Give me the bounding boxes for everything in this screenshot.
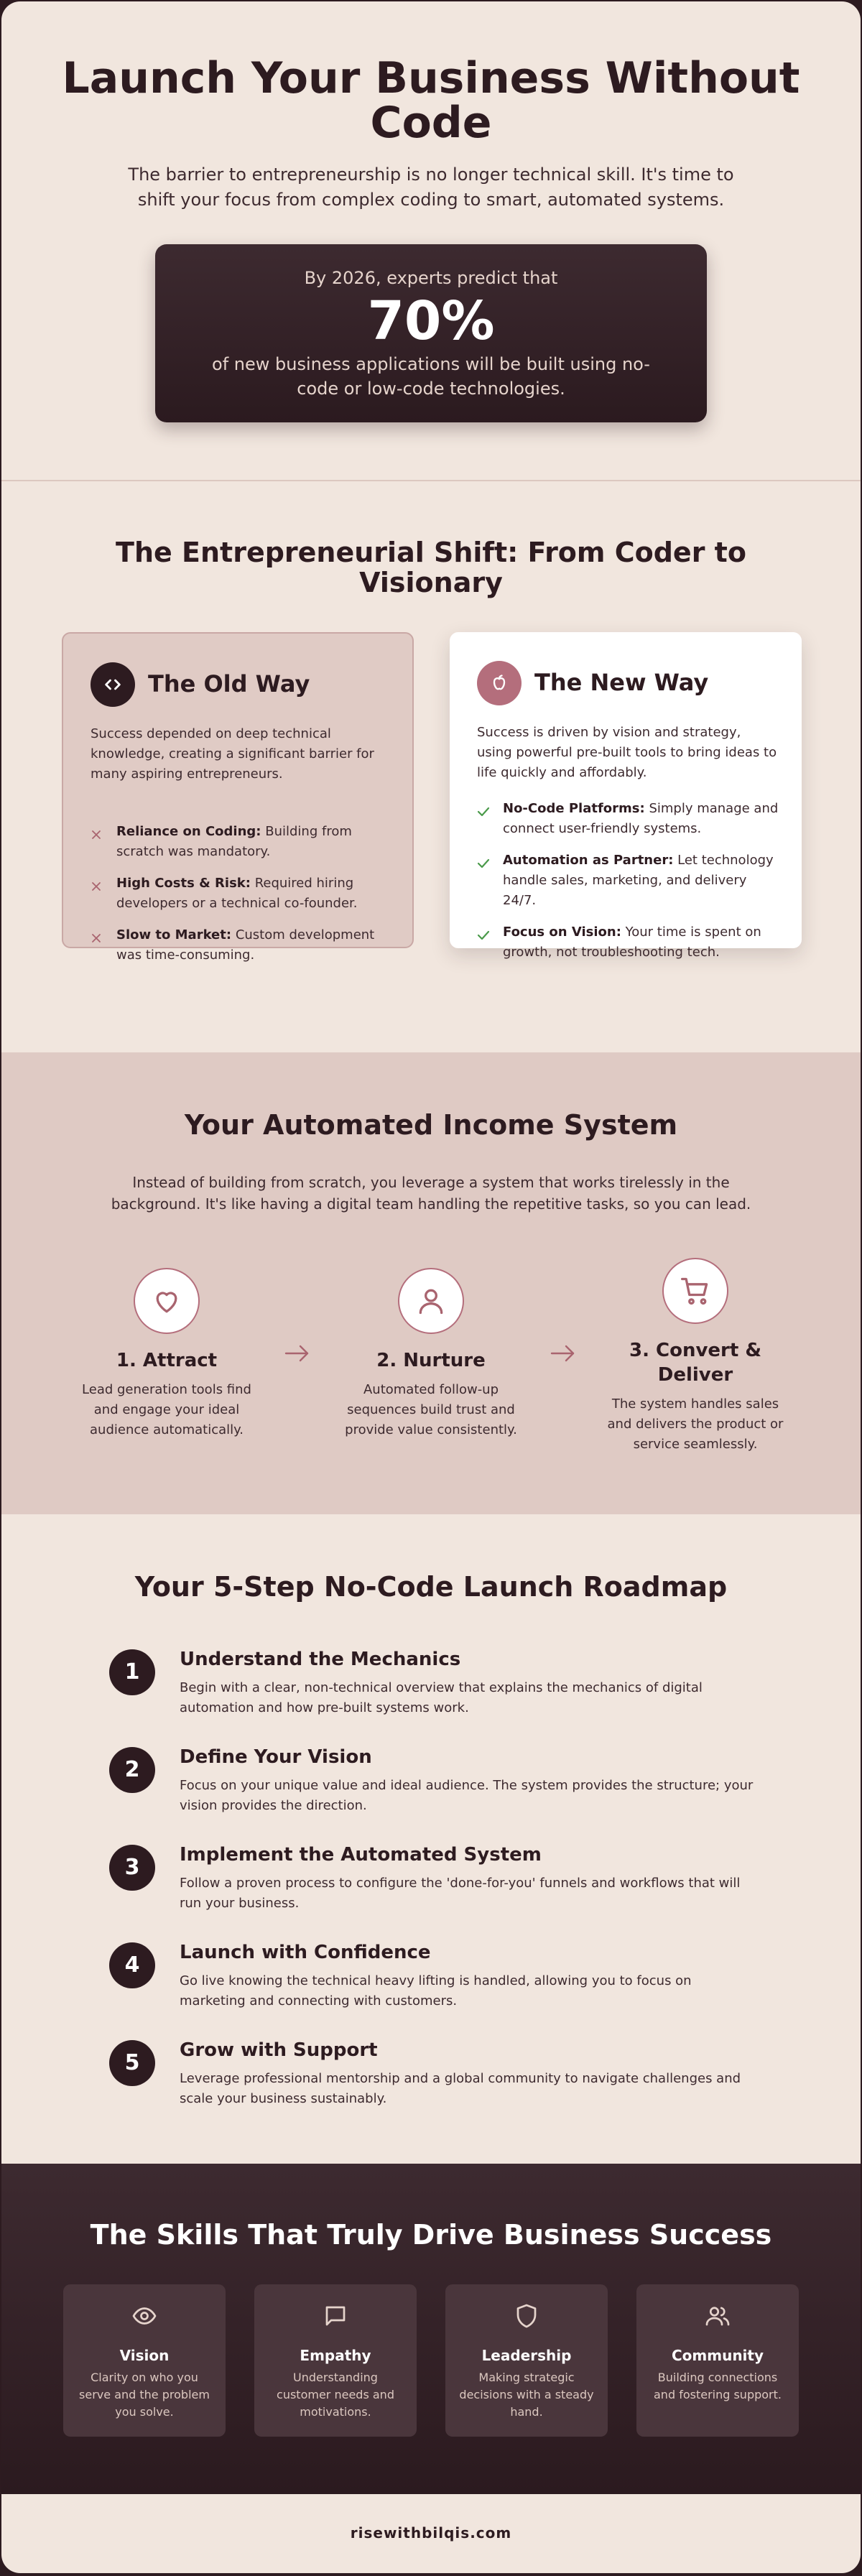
skill-title: Leadership — [481, 2347, 572, 2364]
x-icon — [91, 879, 102, 899]
skills-section — [1, 2164, 861, 2494]
skill-card-vision — [63, 2284, 226, 2437]
x-icon — [91, 827, 102, 847]
system-intro: Instead of building from scratch, you leverage a system that works tirelessly in the background. It's like having a digital team handling the repetitive tasks, so you can lead. — [111, 1174, 751, 1213]
heart-icon — [134, 1268, 200, 1334]
old-way-card — [62, 632, 414, 963]
item-text: Your time is spent on growth, not troubleshooting tech. — [503, 925, 761, 960]
stat-pre-text: By 2026, experts predict that — [304, 268, 558, 288]
step-number: 1 — [109, 1649, 155, 1695]
roadmap-step-text: Begin with a clear, non-technical overview that explains the mechanics of digital automation and how pre-built systems work. — [180, 1680, 703, 1715]
arrow-right-icon — [283, 1343, 312, 1364]
roadmap-title: Your 5-Step No-Code Launch Roadmap — [134, 1571, 728, 1603]
item-label: Automation as Partner: — [503, 853, 674, 868]
x-icon — [91, 930, 102, 950]
roadmap-step-text: Leverage professional mentorship and a global community to navigate challenges and scale your business sustainably. — [180, 2071, 741, 2106]
infographic-page — [1, 1, 861, 2573]
list-item — [91, 925, 392, 965]
skill-card-community — [636, 2284, 799, 2437]
roadmap-step — [109, 1648, 756, 1734]
old-way-title: The Old Way — [148, 670, 310, 698]
roadmap-step-title: Grow with Support — [180, 2039, 378, 2061]
list-item — [477, 799, 779, 839]
list-item — [477, 851, 779, 911]
skill-text: Building connections and fostering support. — [654, 2371, 782, 2401]
eye-icon — [131, 2303, 157, 2329]
system-step-convert — [602, 1258, 789, 1455]
roadmap-step — [109, 1941, 756, 2027]
roadmap-step-text: Focus on your unique value and ideal audience. The system provides the structure; your vision provides the direction. — [180, 1778, 754, 1813]
roadmap-step-title: Implement the Automated System — [180, 1844, 542, 1866]
step-text: Automated follow-up sequences build trust and provide value consistently. — [345, 1382, 517, 1437]
system-step-attract — [73, 1268, 260, 1440]
check-icon — [477, 856, 490, 876]
step-text: Lead generation tools find and engage your ideal audience automatically. — [82, 1382, 251, 1437]
list-item — [91, 874, 392, 914]
new-way-card — [450, 632, 802, 960]
roadmap-step-title: Understand the Mechanics — [180, 1649, 461, 1670]
system-step-nurture — [338, 1268, 524, 1440]
roadmap-step — [109, 1843, 756, 1929]
step-number: 3 — [109, 1845, 155, 1891]
step-number: 2 — [109, 1747, 155, 1793]
new-way-title: The New Way — [534, 669, 709, 696]
roadmap-step — [109, 2039, 756, 2125]
stat-card — [155, 244, 707, 422]
check-icon — [477, 804, 490, 824]
old-way-desc: Success depended on deep technical knowledge, creating a significant barrier for many aspiring entrepreneurs. — [91, 726, 374, 782]
skill-card-empathy — [254, 2284, 417, 2437]
shift-title: The Entrepreneurial Shift: From Coder to Visionary — [116, 537, 746, 598]
skill-card-leadership — [445, 2284, 608, 2437]
page-title: Launch Your Business Without Code — [62, 53, 800, 148]
hero-section — [1, 1, 861, 481]
item-text: Custom development was time-consuming. — [116, 927, 375, 963]
message-icon — [323, 2303, 348, 2329]
system-title: Your Automated Income System — [184, 1109, 678, 1141]
item-text: Let technology handle sales, marketing, and delivery 24/7. — [503, 853, 774, 908]
users-icon — [705, 2303, 731, 2329]
check-icon — [477, 927, 490, 948]
item-text: Building from scratch was mandatory. — [116, 824, 352, 859]
shift-section — [1, 481, 861, 1052]
item-label: High Costs & Risk: — [116, 876, 251, 891]
step-title: 3. Convert & Deliver — [629, 1340, 762, 1386]
roadmap-section — [1, 1514, 861, 2164]
step-text: The system handles sales and delivers the product or service seamlessly. — [607, 1396, 784, 1452]
roadmap-step — [109, 1746, 756, 1832]
system-section — [1, 1052, 861, 1514]
roadmap-step-text: Go live knowing the technical heavy lifting is handled, allowing you to focus on marketing and connecting with customers. — [180, 1973, 692, 2009]
item-label: Focus on Vision: — [503, 925, 621, 940]
hero-subtitle: The barrier to entrepreneurship is no longer technical skill. It's time to shift your focus from complex coding to smart, automated systems. — [128, 165, 734, 210]
footer-url[interactable]: risewithbilqis.com — [350, 2524, 512, 2542]
step-number: 5 — [109, 2040, 155, 2086]
arrow-right-icon — [549, 1343, 578, 1364]
stat-value: 70% — [367, 290, 495, 352]
shield-icon — [514, 2303, 539, 2329]
roadmap-step-title: Define Your Vision — [180, 1746, 372, 1768]
skill-text: Clarity on who you serve and the problem you solve. — [79, 2371, 210, 2419]
item-label: Slow to Market: — [116, 927, 232, 942]
step-number: 4 — [109, 1942, 155, 1988]
item-text: Required hiring developers or a technical co-founder. — [116, 876, 358, 911]
item-label: No-Code Platforms: — [503, 801, 645, 816]
user-icon — [398, 1268, 464, 1334]
roadmap-step-title: Launch with Confidence — [180, 1942, 431, 1963]
footer — [1, 2494, 861, 2573]
new-way-list — [477, 799, 779, 974]
skills-title: The Skills That Truly Drive Business Success — [90, 2219, 772, 2251]
stat-post-text: of new business applications will be built using no-code or low-code technologies. — [212, 354, 650, 399]
skill-title: Vision — [119, 2347, 170, 2364]
old-way-list — [91, 822, 392, 977]
skill-title: Community — [671, 2347, 764, 2364]
list-item — [91, 822, 392, 862]
code-icon — [91, 662, 135, 707]
roadmap-step-text: Follow a proven process to configure the 'done-for-you' funnels and workflows that will run your business. — [180, 1876, 741, 1911]
skill-title: Empathy — [300, 2347, 371, 2364]
item-label: Reliance on Coding: — [116, 824, 261, 839]
step-title: 2. Nurture — [376, 1350, 486, 1371]
step-title: 1. Attract — [116, 1350, 218, 1371]
new-way-desc: Success is driven by vision and strategy, using powerful pre-built tools to bring ideas to life quickly and affordably. — [477, 725, 777, 780]
apple-icon — [477, 661, 522, 705]
list-item — [477, 922, 779, 963]
item-text: Simply manage and connect user-friendly systems. — [503, 801, 779, 836]
skill-text: Making strategic decisions with a steady hand. — [459, 2371, 594, 2419]
skill-text: Understanding customer needs and motivations. — [277, 2371, 394, 2419]
shopping-cart-icon — [662, 1258, 728, 1324]
